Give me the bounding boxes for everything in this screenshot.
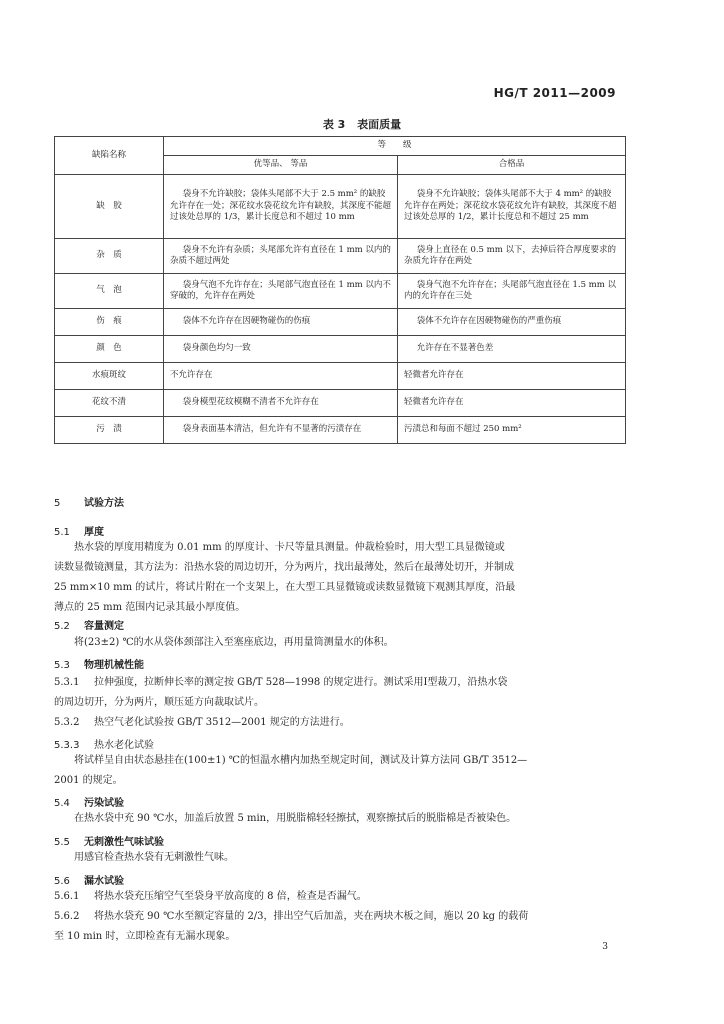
header-grade-premium: 优等品、 等品 (164, 156, 398, 175)
section-title: 试验方法 (84, 498, 124, 509)
grade-qualified-cell: 轻微者允许存在 (404, 397, 464, 408)
grade-qualified-cell: 污渍总和每面不超过 250 mm² (404, 424, 522, 435)
paragraph (54, 633, 626, 653)
paragraph-line: 用感官检查热水袋有无刺激性气味。 (74, 852, 234, 863)
table-caption: 表面质量 (357, 118, 402, 131)
grade-qualified-cell: 袋身上直径在 0.5 mm 以下，去掉后符合厚度要求的杂质允许存在两处 (404, 244, 616, 266)
table-row (55, 175, 626, 239)
table-row (55, 390, 626, 417)
paragraph-line: 将试样呈自由状态悬挂在(100±1) ℃的恒温水槽内加热至规定时间，测试及计算方法同 GB/T 3512— (74, 755, 528, 766)
defect-name: 花纹不清 (55, 390, 164, 417)
defect-name: 颜 色 (55, 336, 164, 363)
table-row (55, 239, 626, 274)
section-heading (54, 736, 154, 751)
paragraph (54, 673, 626, 733)
page-number: 3 (602, 942, 608, 952)
paragraph-line: 将热水袋充 90 ℃水至额定容量的 2/3，排出空气后加盖，夹在两块木板之间，施以 20 kg 的载荷 (94, 911, 529, 922)
defect-name: 气 泡 (55, 274, 164, 309)
section-number: 5.3.1 (54, 677, 80, 688)
defect-name: 杂 质 (55, 239, 164, 274)
paragraph-line: 薄点的 25 mm 范围内记录其最小厚度值。 (54, 602, 246, 613)
section-title: 污染试验 (84, 798, 124, 809)
table-row (55, 363, 626, 390)
defect-name: 污 渍 (55, 417, 164, 444)
grade-premium-cell: 袋身颜色均匀一致 (182, 343, 251, 354)
section-heading (54, 656, 144, 671)
grade-qualified-cell: 袋体不允许存在因硬物碰伤的严重伤痕 (416, 316, 562, 327)
paragraph-line: 热水袋的厚度用精度为 0.01 mm 的厚度计、卡尺等量具测量。仲裁检验时，用大型工具显微镜或 (74, 542, 505, 553)
section-heading (54, 794, 124, 809)
grade-premium-cell: 袋身表面基本清洁，但允许有不显著的污渍存在 (182, 424, 362, 435)
table-row (55, 336, 626, 363)
section-number: 5 (54, 498, 61, 509)
standard-code: HG/T 2011—2009 (493, 86, 616, 100)
grade-qualified-cell: 轻微者允许存在 (404, 370, 464, 381)
paragraph (54, 809, 626, 829)
header-grade: 等 级 (164, 137, 626, 156)
paragraph (54, 887, 626, 947)
paragraph (54, 538, 626, 618)
surface-quality-table (54, 136, 626, 444)
defect-name: 伤 痕 (55, 309, 164, 336)
table-row (55, 417, 626, 444)
section-number: 5.3 (54, 660, 70, 671)
section-number: 5.6.2 (54, 911, 80, 922)
section-title: 物理机械性能 (84, 660, 144, 671)
paragraph-line: 将热水袋充压缩空气至袋身平放高度的 8 倍，检查是否漏气。 (94, 891, 367, 902)
section-title: 容量测定 (84, 621, 124, 632)
defect-name: 缺 胶 (55, 175, 164, 239)
section-number: 5.3.3 (54, 740, 80, 751)
grade-premium-cell: 袋身不允许缺胶；袋体头尾部不大于 2.5 mm² 的缺胶允许存在一处；深花纹水袋花纹允许有缺胶，其深度不能超过该处总厚的 1/3，累计长度总和不超过 10 mm (170, 189, 392, 223)
grade-qualified-cell: 袋身不允许缺胶；袋体头尾部不大于 4 mm² 的缺胶允许存在两处；深花纹水袋花纹允许有缺胶，其深度不超过该处总厚的 1/2，累计长度总和不超过 25 mm (404, 189, 617, 223)
section-heading (54, 833, 164, 848)
paragraph-line: 热空气老化试验按 GB/T 3512—2001 规定的方法进行。 (94, 717, 350, 728)
grade-premium-cell: 袋身气泡不允许存在；头尾部气泡直径在 1 mm 以内不穿破的，允许存在两处 (170, 279, 391, 301)
grade-qualified-cell: 袋身气泡不允许存在；头尾部气泡直径在 1.5 mm 以内的允许存在三处 (404, 279, 616, 301)
grade-qualified-cell: 允许存在不显著色差 (416, 343, 494, 354)
paragraph (54, 848, 626, 868)
section-number: 5.6 (54, 876, 70, 887)
section-number: 5.5 (54, 837, 70, 848)
paragraph-line: 25 mm×10 mm 的试片，将试片附在一个支架上，在大型工具显微镜或读数显微镜下观测其厚度，沿最 (54, 582, 516, 593)
defect-name: 水痕斑纹 (55, 363, 164, 390)
table-title (0, 116, 724, 132)
table-row (55, 309, 626, 336)
section-title: 漏水试验 (84, 876, 124, 887)
paragraph-line: 将(23±2) ℃的水从袋体颈部注入至塞座底边，再用量筒测量水的体积。 (74, 637, 394, 648)
paragraph-line: 在热水袋中充 90 ℃水，加盖后放置 5 min，用脱脂棉轻轻擦拭，观察擦拭后的脱脂棉是否被染色。 (74, 813, 517, 824)
paragraph-line: 读数显微镜测量，其方法为：沿热水袋的周边切开，分为两片，找出最薄处，然后在最薄处切开，并制成 (54, 562, 514, 573)
table-row (55, 274, 626, 309)
grade-premium-cell: 袋体不允许存在因硬物碰伤的伤痕 (182, 316, 311, 327)
section-heading (54, 494, 124, 509)
section-number: 5.4 (54, 798, 70, 809)
grade-premium-cell: 不允许存在 (170, 370, 213, 381)
paragraph-line: 至 10 min 时，立即检查有无漏水现象。 (54, 931, 236, 942)
paragraph-line: 2001 的规定。 (54, 775, 123, 786)
table-number: 表 3 (322, 118, 346, 131)
section-number: 5.3.2 (54, 717, 80, 728)
paragraph-line: 的周边切开，分为两片，顺压延方向裁取试片。 (54, 697, 264, 708)
section-title: 厚度 (84, 527, 104, 538)
section-heading (54, 872, 124, 887)
section-number: 5.6.1 (54, 891, 80, 902)
paragraph (54, 751, 626, 791)
grade-premium-cell: 袋身模型花纹模糊不清者不允许存在 (182, 397, 319, 408)
section-heading (54, 523, 104, 538)
header-grade-qualified: 合格品 (398, 156, 626, 175)
grade-premium-cell: 袋身不允许有杂质；头尾部允许有直径在 1 mm 以内的杂质不超过两处 (170, 244, 391, 266)
paragraph-line: 拉伸强度，拉断伸长率的测定按 GB/T 528—1998 的规定进行。测试采用Ⅰ型裁刀，沿热水袋 (94, 677, 508, 688)
section-title: 热水老化试验 (94, 740, 154, 751)
section-heading (54, 617, 124, 632)
section-title: 无刺激性气味试验 (84, 837, 164, 848)
section-number: 5.1 (54, 527, 70, 538)
header-defect-name: 缺陷名称 (55, 137, 164, 175)
section-number: 5.2 (54, 621, 70, 632)
